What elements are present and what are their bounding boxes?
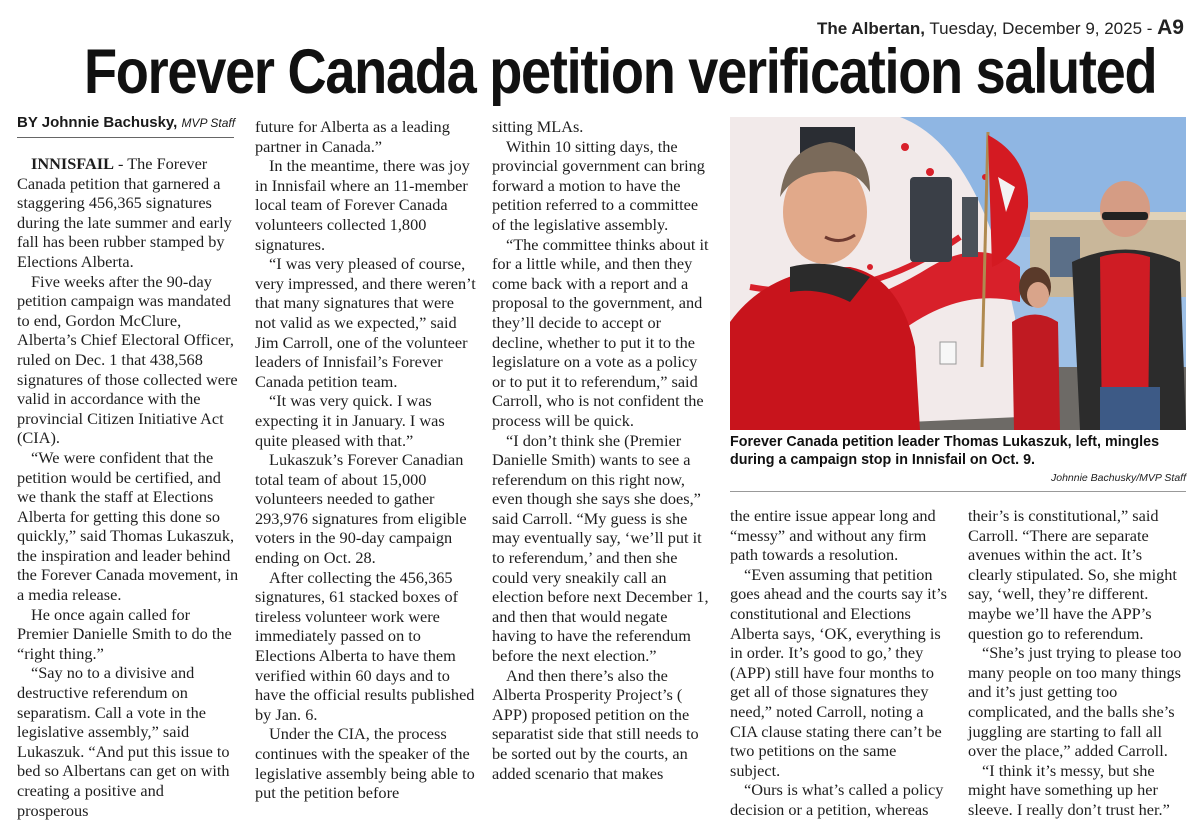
issue-date: Tuesday, December 9, 2025 - xyxy=(925,19,1158,38)
article-paragraph: “I don’t think she (Premier Danielle Smith) wants to see a referendum on this right now, even though she says she does,” said Carroll. “My guess is she may eventually say, ‘we’ll put it to referendum,’ and then she could very sneakily call an election before next December 1, and then that would negate having to have the referendum before the next election.” xyxy=(492,430,709,666)
article-column-3 xyxy=(492,117,714,783)
byline-staff: MVP Staff xyxy=(181,116,236,130)
article-paragraph xyxy=(17,154,239,272)
article-paragraph: “It was very quick. I was expecting it in January. I was quite pleased with that.” xyxy=(255,391,445,450)
byline-author: BY Johnnie Bachusky, xyxy=(17,114,182,131)
article-paragraph: “She’s just trying to please too many people on too many things and it’s just getting too complicated, and the balls she’s juggling are starting to fall all over the place,” added Carroll. xyxy=(968,643,1182,761)
article-paragraph: “We were confident that the petition would be certified, and we thank the staff at Elections Alberta for getting this done so quickly,” said Thomas Lukaszuk, the inspiration and leader behind the Forever Canada movement, in a media release. xyxy=(17,447,239,605)
article-paragraph: future for Alberta as a leading partner in Canada.” xyxy=(255,117,450,156)
article-column-4 xyxy=(730,506,950,820)
article-paragraph: the entire issue appear long and “messy” and without any firm path towards a resolution. xyxy=(730,506,936,565)
photo-illustration xyxy=(730,117,1186,430)
newspaper-name: The Albertan, xyxy=(817,19,925,38)
article-paragraph: “Even assuming that petition goes ahead and the courts say it’s constitutional and Elections Alberta says, ‘OK, everything is in order. It’s good to go,’ they (APP) still have four months to get all of those signatures they need,” noted Carroll, noting a CIA clause stating there can’t be two petitions on the same subject. xyxy=(730,564,948,780)
article-paragraph: And then there’s also the Alberta Prosperity Project’s ( APP) proposed petition on the separatist side that still needs to be sorted out by the courts, an added scenario that makes xyxy=(492,665,699,783)
lead-text: - The Forever Canada petition that garnered a staggering 456,365 signatures during the late summer and early fall has been rubber stamped by Elections Alberta. xyxy=(17,154,232,271)
article-column-5 xyxy=(968,506,1184,820)
article-paragraph: After collecting the 456,365 signatures, 61 stacked boxes of tireless volunteer work were immediately passed on to Elections Alberta to have them verified within 60 days and to have the official results published by Jan. 6. xyxy=(255,567,475,724)
article-paragraph: In the meantime, there was joy in Innisfail where an 11-member local team of Forever Canada volunteers collected 1,800 signatures. xyxy=(255,156,470,254)
article-paragraph: “I was very pleased of course, very impressed, and there weren’t that many signatures that were not valid as we expected,” said Jim Carroll, one of the volunteer leaders of Innisfail’s Forever Canada petition team. xyxy=(255,254,476,391)
article-paragraph: “I think it’s messy, but she might have something up her sleeve. I really don’t trust her.” xyxy=(968,760,1170,819)
photo-credit: Johnnie Bachusky/MVP Staff xyxy=(1050,472,1186,484)
article-paragraph: sitting MLAs. xyxy=(492,117,584,136)
dateline: INNISFAIL xyxy=(31,154,114,173)
article-paragraph: Lukaszuk’s Forever Canadian total team of about 15,000 volunteers needed to gather 293,976 signatures from eligible voters in the 90-day campaign ending on Oct. 28. xyxy=(255,450,467,568)
article-photo xyxy=(730,117,1186,430)
article-paragraph: Five weeks after the 90-day petition campaign was mandated to end, Gordon McClure, Alberta’s Chief Electoral Officer, ruled on Dec. 1 that 438,568 signatures of those collected were valid in accordance with the provincial Citizen Initiative Act (CIA). xyxy=(17,271,238,448)
article-paragraph: “Ours is what’s called a policy decision or a petition, whereas xyxy=(730,780,944,819)
byline xyxy=(17,114,234,138)
article-paragraph: Within 10 sitting days, the provincial government can bring forward a motion to have the petition referred to a committee of the legislative assembly. xyxy=(492,136,705,234)
article-column-1 xyxy=(17,154,239,820)
article-paragraph: Under the CIA, the process continues with the speaker of the legislative assembly being able to put the petition before xyxy=(255,724,475,803)
article-paragraph: He once again called for Premier Danielle Smith to do the “right thing.” xyxy=(17,604,232,663)
article-paragraph: “Say no to a divisive and destructive referendum on separatism. Call a vote in the legislative assembly,” said Lukaszuk. “And put this issue to bed so Albertans can get on with creating a positive and prosperous xyxy=(17,663,230,820)
article-paragraph: “The committee thinks about it for a little while, and then they come back with a report and a proposal to the government, and they’ll decide to accept or decline, whether to put it to the legislature on a vote as a policy or to put it to referendum,” said Carroll, who is not confident the process will be quick. xyxy=(492,234,709,430)
photo-caption: Forever Canada petition leader Thomas Lukaszuk, left, mingles during a campaign stop in Innisfail on Oct. 9. xyxy=(730,434,1160,468)
divider xyxy=(730,491,1186,492)
article-paragraph: their’s is constitutional,” said Carroll. “There are separate avenues within the act. It’s clearly stipulated. So, she might say, ‘well, they’re different. maybe we’ll have the APP’s question go to referendum. xyxy=(968,506,1177,643)
page-number: A9 xyxy=(1157,16,1184,39)
article-column-2 xyxy=(255,117,477,803)
headline: Forever Canada petition verification saluted xyxy=(84,37,1157,107)
